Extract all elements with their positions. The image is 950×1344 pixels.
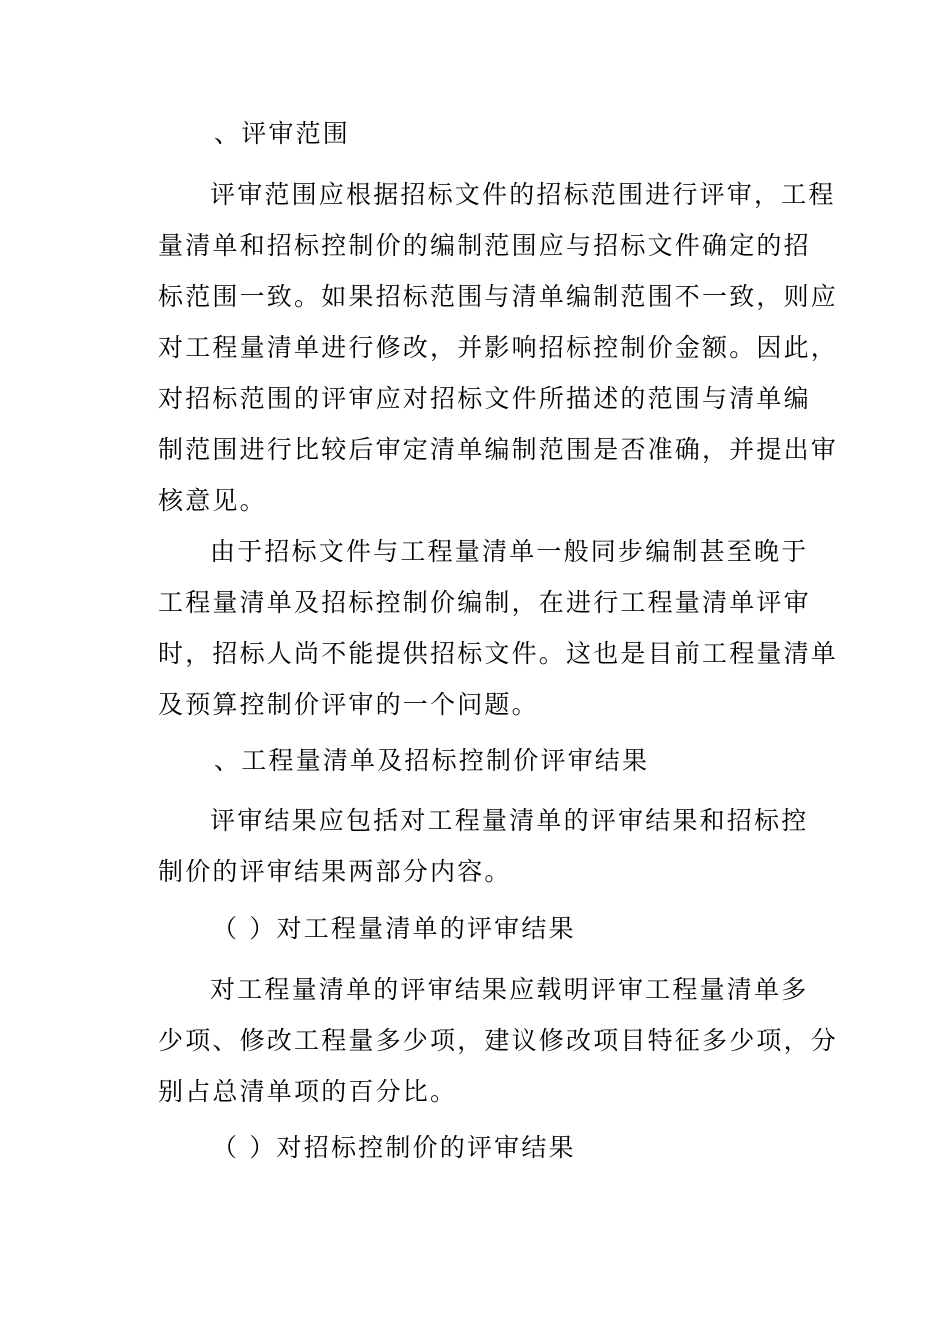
section-heading [214,108,350,159]
paragraph-line: 对招标范围的评审应对招标文件所描述的范围与清单编 [158,384,811,413]
body-paragraph [158,169,838,526]
paragraph-line: 工程量清单及招标控制价编制，在进行工程量清单评审 [158,588,811,617]
paragraph-line: 别占总清单项的百分比。 [158,1077,458,1106]
heading-text: （ ）对工程量清单的评审结果 [212,914,576,943]
heading-text: （ ）对招标控制价的评审结果 [212,1133,576,1162]
subsection-heading [212,903,576,954]
paragraph-line: 由于招标文件与工程量清单一般同步编制甚至晚于 [210,537,809,566]
paragraph-line: 量清单和招标控制价的编制范围应与招标文件确定的招 [158,231,811,260]
paragraph-line: 核意见。 [158,486,267,515]
paragraph-line: 评审结果应包括对工程量清单的评审结果和招标控 [210,806,809,835]
paragraph-line: 制范围进行比较后审定清单编制范围是否准确，并提出审 [158,435,839,464]
heading-text: 、评审范围 [214,119,351,148]
section-heading [214,735,649,786]
paragraph-line: 及预算控制价评审的一个问题。 [158,690,539,719]
paragraph-line: 时，招标人尚不能提供招标文件。这也是目前工程量清单 [158,639,839,668]
body-paragraph [158,964,838,1117]
paragraph-line: 对工程量清单进行修改，并影响招标控制价金额。因此， [158,333,839,362]
heading-text: 、工程量清单及招标控制价评审结果 [214,746,650,775]
paragraph-line: 对工程量清单的评审结果应载明评审工程量清单多 [210,975,809,1004]
body-paragraph [158,795,808,897]
subsection-heading [212,1122,576,1173]
paragraph-line: 制价的评审结果两部分内容。 [158,857,512,886]
paragraph-line: 标范围一致。如果招标范围与清单编制范围不一致，则应 [158,282,839,311]
body-paragraph [158,526,838,730]
paragraph-line: 评审范围应根据招标文件的招标范围进行评审，工程 [210,180,836,209]
paragraph-line: 少项、修改工程量多少项，建议修改项目特征多少项，分 [158,1026,839,1055]
